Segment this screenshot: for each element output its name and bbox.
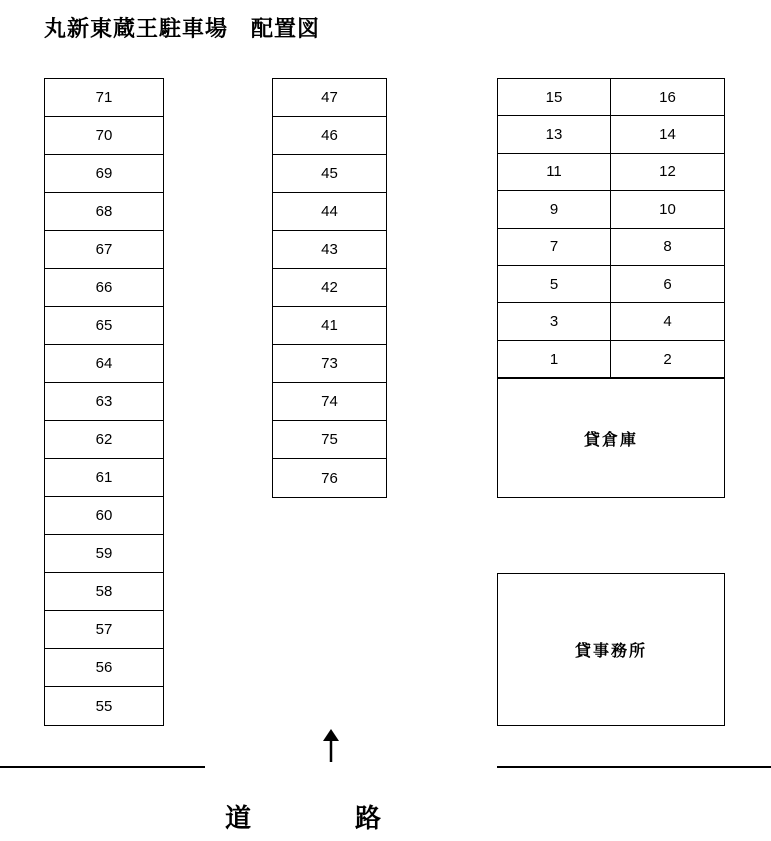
road-boundary-right — [497, 766, 771, 768]
parking-stall[interactable]: 56 — [45, 649, 163, 687]
parking-stall[interactable]: 69 — [45, 155, 163, 193]
parking-stall[interactable]: 66 — [45, 269, 163, 307]
parking-stall[interactable]: 4 — [611, 303, 724, 340]
road-label: 道 路 — [225, 803, 382, 833]
parking-stall[interactable]: 9 — [498, 191, 610, 228]
parking-stall[interactable]: 43 — [273, 231, 386, 269]
road-boundary-left — [0, 766, 205, 768]
parking-stall[interactable]: 68 — [45, 193, 163, 231]
parking-stall[interactable]: 60 — [45, 497, 163, 535]
parking-stall[interactable]: 8 — [611, 229, 724, 266]
parking-stall[interactable]: 46 — [273, 117, 386, 155]
parking-stall[interactable]: 3 — [498, 303, 610, 340]
parking-stall[interactable]: 59 — [45, 535, 163, 573]
parking-stall[interactable]: 70 — [45, 117, 163, 155]
parking-stall[interactable]: 14 — [611, 116, 724, 153]
parking-stall[interactable]: 75 — [273, 421, 386, 459]
parking-stall[interactable]: 73 — [273, 345, 386, 383]
parking-stall[interactable]: 12 — [611, 154, 724, 191]
parking-stall[interactable]: 13 — [498, 116, 610, 153]
parking-stall[interactable]: 67 — [45, 231, 163, 269]
storage-block[interactable]: 貸倉庫 — [497, 378, 725, 498]
parking-stall[interactable]: 44 — [273, 193, 386, 231]
parking-column-right — [497, 78, 725, 378]
parking-stall[interactable]: 42 — [273, 269, 386, 307]
parking-stall[interactable]: 63 — [45, 383, 163, 421]
parking-stall[interactable]: 76 — [321, 469, 338, 487]
parking-stall[interactable]: 16 — [611, 79, 724, 116]
parking-subcolumn-odd — [498, 79, 611, 377]
parking-stall[interactable]: 10 — [611, 191, 724, 228]
parking-stall[interactable]: 58 — [45, 573, 163, 611]
parking-stall[interactable]: 6 — [611, 266, 724, 303]
parking-stall[interactable]: 61 — [45, 459, 163, 497]
parking-stall[interactable]: 55 — [95, 697, 113, 715]
entrance-arrow-icon — [313, 728, 349, 762]
parking-stall[interactable]: 74 — [273, 383, 386, 421]
parking-stall[interactable]: 45 — [273, 155, 386, 193]
parking-stall[interactable]: 11 — [498, 154, 610, 191]
parking-stall[interactable]: 62 — [45, 421, 163, 459]
parking-stall[interactable]: 64 — [45, 345, 163, 383]
parking-subcolumn-even — [611, 79, 724, 377]
office-block[interactable]: 貸事務所 — [497, 573, 725, 726]
parking-stall[interactable]: 15 — [498, 79, 610, 116]
parking-stall[interactable]: 57 — [45, 611, 163, 649]
page-title: 丸新東蔵王駐車場 配置図 — [44, 16, 321, 41]
parking-stall[interactable]: 41 — [273, 307, 386, 345]
parking-stall[interactable]: 5 — [498, 266, 610, 303]
parking-stall[interactable]: 1 — [549, 350, 559, 368]
parking-stall[interactable]: 71 — [45, 79, 163, 117]
parking-stall[interactable]: 2 — [663, 350, 672, 368]
parking-stall[interactable]: 7 — [498, 229, 610, 266]
parking-column-middle — [272, 78, 387, 498]
parking-stall[interactable]: 65 — [45, 307, 163, 345]
parking-column-left — [44, 78, 164, 726]
parking-stall[interactable]: 47 — [273, 79, 386, 117]
